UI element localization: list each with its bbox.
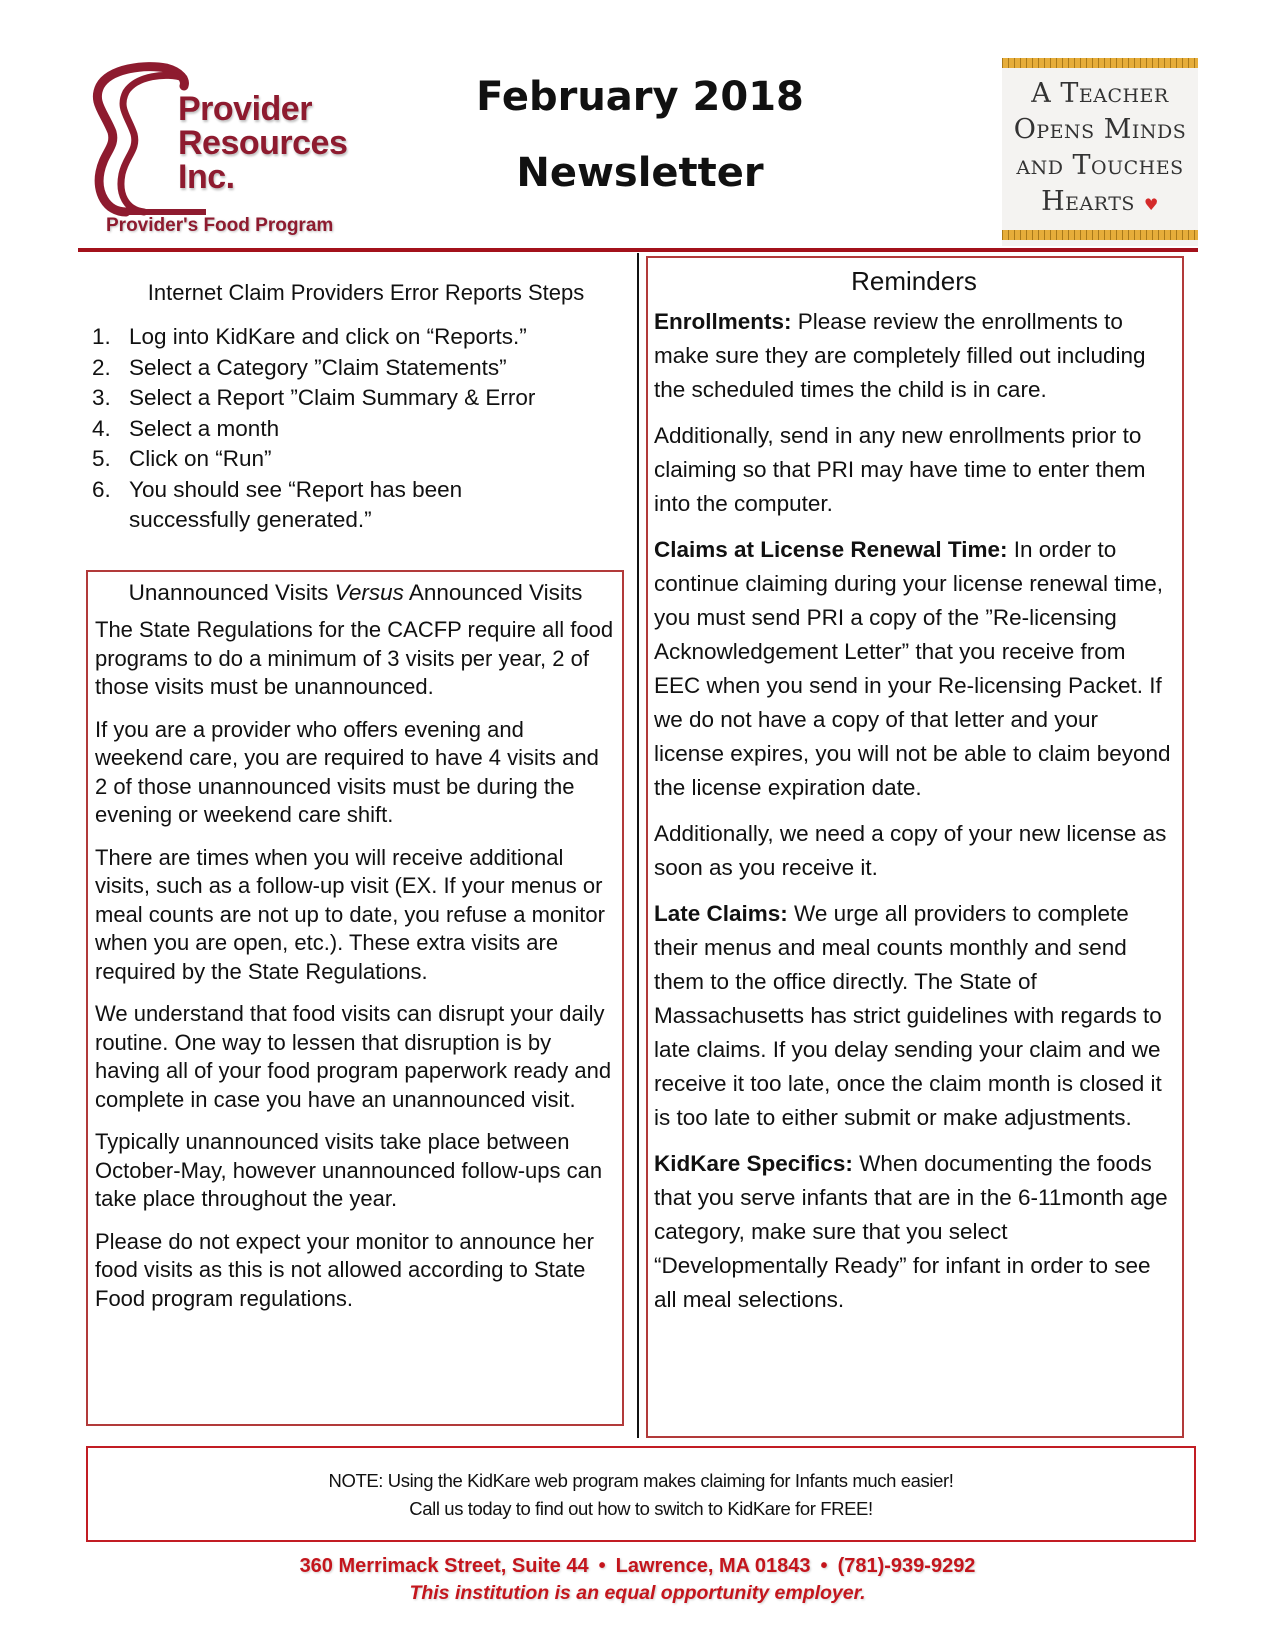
heart-icon: ♥ bbox=[1144, 195, 1159, 214]
ruler-decoration bbox=[1002, 58, 1198, 68]
paragraph: If you are a provider who offers evening and weekend care, you are required to have 4 visits and 2 of those unannounced visits must be during the evening or weekend care shift. bbox=[95, 716, 599, 827]
logo-company-name: Provider Resources Inc. bbox=[178, 90, 348, 196]
logo-tagline: Provider's Food Program bbox=[106, 215, 334, 236]
list-item: 2. Select a Category ”Claim Statements” bbox=[92, 354, 507, 380]
quote-text: A Teacher Opens Minds and Touches Hearts ♥ bbox=[1013, 78, 1187, 217]
footer-address: 360 Merrimack Street, Suite 44 bbox=[299, 1555, 589, 1577]
note-line: NOTE: Using the KidKare web program makes claiming for Infants much easier! bbox=[328, 1470, 954, 1491]
steps-section-title: Internet Claim Providers Error Reports Steps bbox=[147, 280, 585, 305]
list-item: 1. Log into KidKare and click on “Reports.” bbox=[92, 324, 527, 349]
provider-resources-logo bbox=[86, 62, 376, 242]
list-item: 4. Select a month bbox=[92, 415, 280, 441]
teacher-quote-image bbox=[1002, 58, 1198, 246]
bullet-separator-icon: • bbox=[820, 1555, 828, 1577]
list-item: 6. You should see “Report has been successfully generated.” bbox=[92, 476, 463, 532]
reminders-box bbox=[646, 256, 1184, 1438]
newsletter-title: Newsletter bbox=[516, 150, 764, 196]
footer-phone: (781)-939-9292 bbox=[837, 1555, 976, 1577]
newsletter-date-title: February 2018 bbox=[476, 74, 804, 120]
visits-box bbox=[86, 570, 624, 1426]
reminders-title: Reminders bbox=[851, 266, 977, 296]
paragraph: Typically unannounced visits take place between October-May, however unannounced follow-ups can take place throughout the year. bbox=[95, 1129, 603, 1211]
paragraph: Enrollments: Please review the enrollments to make sure they are completely filled out including the scheduled times the child is in care. bbox=[654, 309, 1146, 402]
paragraph: We understand that food visits can disrupt your daily routine. One way to lessen that disruption is by having all of your food program paperwork ready and complete in case you have an unannounced visit. bbox=[95, 1001, 612, 1112]
footer-city: Lawrence, MA 01843 bbox=[615, 1555, 811, 1577]
paragraph: There are times when you will receive additional visits, such as a follow-up visit (EX. If your menus or meal counts are not up to date, you refuse a monitor when you are open, etc.). These extra visits are required by the State Regulations. bbox=[95, 844, 605, 984]
bullet-separator-icon: • bbox=[598, 1555, 606, 1577]
footer-eoe-statement: This institution is an equal opportunity employer. bbox=[409, 1582, 866, 1604]
column-divider bbox=[637, 253, 639, 1438]
list-item: 5. Click on “Run” bbox=[92, 446, 272, 471]
ruler-decoration bbox=[1002, 230, 1198, 240]
paragraph: Claims at License Renewal Time: In order to continue claiming during your license renewal time, you must send PRI a copy of the ”Re-licensing Acknowledgement Letter” that you receive from EEC when you send in your Re-licensing Packet. If we do not have a copy of that letter and your license expires, you will not be able to claim beyond the license expiration date. bbox=[654, 537, 1171, 800]
steps-list bbox=[92, 322, 632, 536]
paragraph: Additionally, we need a copy of your new license as soon as you receive it. bbox=[654, 821, 1167, 880]
paragraph: Additionally, send in any new enrollments prior to claiming so that PRI may have time to enter them into the computer. bbox=[654, 423, 1146, 516]
footer-contact bbox=[0, 1555, 1275, 1578]
note-call-to-action: Call us today to find out how to switch to KidKare for FREE! bbox=[409, 1498, 873, 1519]
paragraph: KidKare Specifics: When documenting the foods that you serve infants that are in the 6-11month age category, make sure that you select “Developmentally Ready” for infant in order to see all meal selections. bbox=[654, 1151, 1168, 1312]
paragraph: Late Claims: We urge all providers to complete their menus and meal counts monthly and send them to the office directly. The State of Massachusetts has strict guidelines with regards to late claims. If you delay sending your claim and we receive it too late, once the claim month is closed it is too late to either submit or make adjustments. bbox=[654, 901, 1162, 1130]
header-divider bbox=[78, 248, 1198, 252]
note-box bbox=[86, 1446, 1196, 1542]
list-item: 3. Select a Report ”Claim Summary & Error bbox=[92, 385, 536, 410]
paragraph: Please do not expect your monitor to announce her food visits as this is not allowed according to State Food program regulations. bbox=[95, 1228, 594, 1311]
visits-box-title: Unannounced Visits Versus Announced Visits bbox=[128, 580, 583, 605]
paragraph: The State Regulations for the CACFP require all food programs to do a minimum of 3 visits per year, 2 of those visits must be unannounced. bbox=[95, 617, 614, 699]
